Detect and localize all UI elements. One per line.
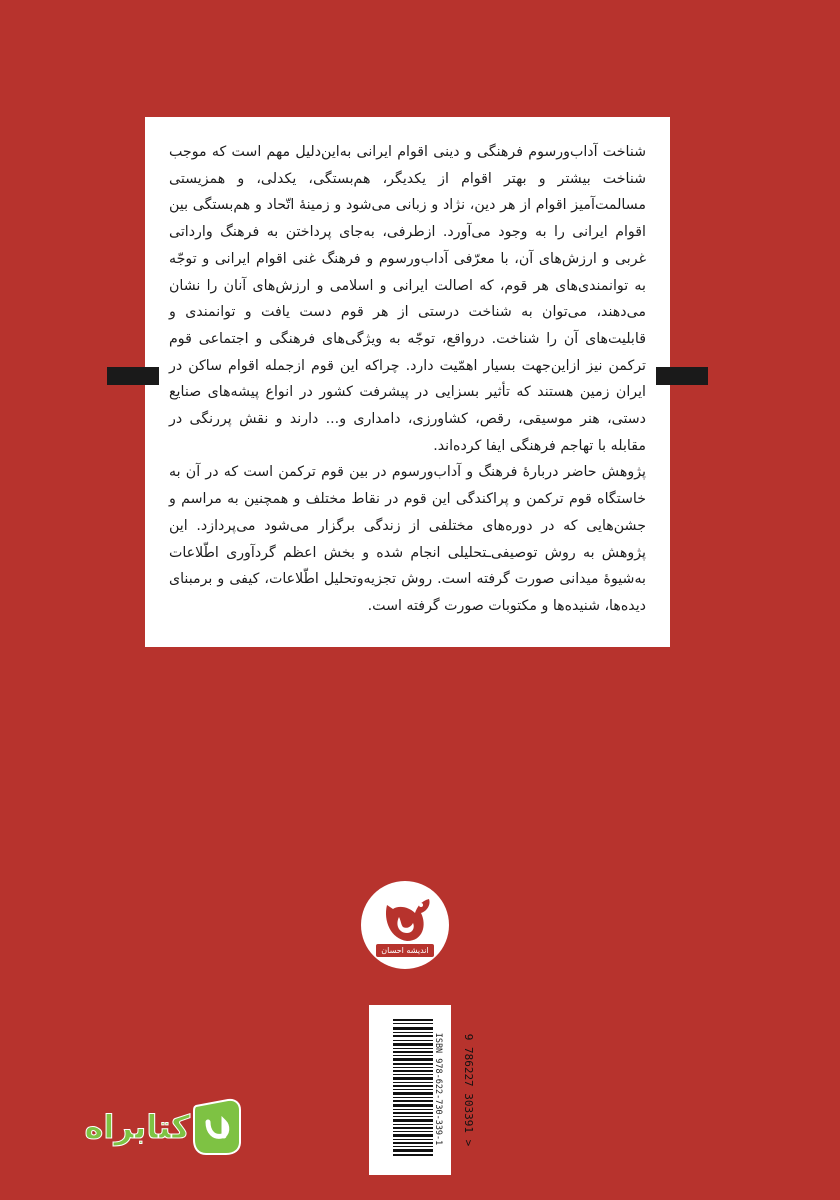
- ketabrah-logo-icon: [188, 1096, 246, 1158]
- barcode-digits: 9 786227 303391 >: [462, 1033, 475, 1147]
- publisher-logo: [361, 881, 449, 969]
- blurb-paragraph-2: پژوهش حاضر دربارهٔ فرهنگ و آداب‌ورسوم در بین قوم ترکمن است که در آن به خاستگاه قوم ترکمن و پراکندگی این قوم در نقاط مختلف و همچنین به مراسم و جشن‌هایی که در دوره‌های مختلفی از زندگی برگزار می‌شود می‌پردازد. این پژوهش به روش توصیفی‌ـتحلیلی انجام شده و بخش اعظم گردآوری اطّلاعات به‌شیوهٔ میدانی صورت گرفته است. روش تجزیه‌وتحلیل اطّلاعات، کیفی و برمبنای دیده‌ها، شنیده‌ها و مکتوبات صورت گرفته است.: [169, 464, 646, 614]
- blurb-paragraph-1: شناخت آداب‌ورسوم فرهنگی و دینی اقوام ایرانی به‌این‌دلیل مهم است که موجب شناخت بیشتر و بهتر اقوام از یکدیگر، هم‌بستگی، یکدلی، و همزیستی مسالمت‌آمیز اقوام از هر دین، نژاد و زبانی می‌شود و زمینهٔ اتّحاد و هم‌بستگی بین اقوام ایرانی را به وجود می‌آورد. ازطرفی، به‌جای پرداختن به فرهنگ وارداتی غربی و ارزش‌های آن، با معرّفی آداب‌ورسوم و فرهنگ غنی اقوام ایرانی و توجّه به توانمندی‌های هر قوم، که اصالت ایرانی و اسلامی و ارزش‌های آنان را نشان می‌دهند، می‌توان به شناخت درستی از هر قوم دست یافت و توانمندی و قابلیت‌های آن را شناخت. درواقع، توجّه به ویژگی‌های فرهنگی و اجتماعی قوم ترکمن نیز ازاین‌جهت بسیار اهمّیت دارد. چراکه این قوم ازجمله اقوام ساکن در ایران زمین هستند که تأثیر بسزایی در پیشرفت کشور در انواع پیشه‌های صنایع دستی، هنر موسیقی، رقص، کشاورزی، دامداری و... دارند و نقش پررنگی در مقابله با تهاجم فرهنگی ایفا کرده‌اند.: [169, 144, 646, 454]
- ketabrah-watermark: [40, 1096, 220, 1158]
- right-decorative-bar: [656, 367, 708, 385]
- watermark-text: کتابراه: [84, 1108, 190, 1146]
- publisher-name: اندیشه احسان: [376, 944, 434, 957]
- barcode: [369, 1005, 475, 1175]
- isbn-label: ISBN 978-622-730-339-1: [433, 1032, 443, 1146]
- blurb-box: [145, 117, 670, 647]
- left-decorative-bar: [107, 367, 159, 385]
